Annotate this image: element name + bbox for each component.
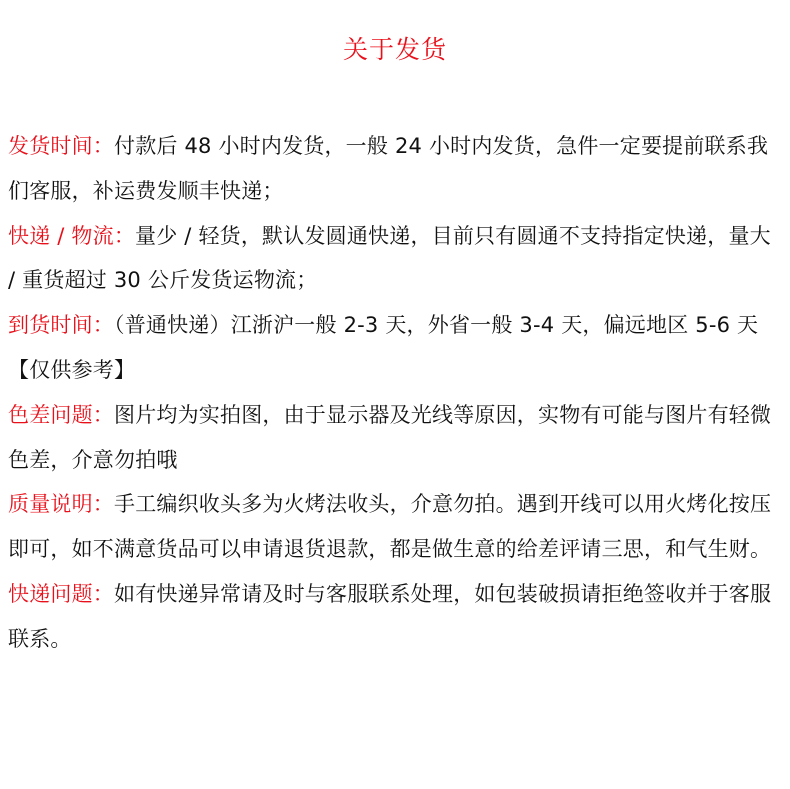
section-text: 手工编织收头多为火烤法收头，介意勿拍。遇到开线可以用火烤化按压即可，如不满意货品可以申请退货退款，都是做生意的给差评请三思，和气生财。 [8, 492, 772, 562]
section-arrival-time [8, 303, 784, 393]
section-text: 图片均为实拍图，由于显示器及光线等原因，实物有可能与图片有轻微色差，介意勿拍哦 [8, 402, 772, 472]
section-label: 快递问题： [8, 581, 114, 606]
shipping-info-body [8, 124, 784, 662]
section-text: 量少 / 轻货，默认发圆通快递，目前只有圆通不支持指定快递，量大 / 重货超过 30 公斤发货运物流； [8, 223, 771, 293]
section-text: 如有快递异常请及时与客服联系处理，如包装破损请拒绝签收并于客服联系。 [8, 581, 772, 651]
section-label: 色差问题： [8, 402, 114, 427]
section-label: 到货时间： [8, 313, 114, 338]
section-shipping-time [8, 124, 784, 214]
section-courier-logistics [8, 214, 784, 304]
section-label: 质量说明： [8, 492, 114, 517]
section-quality-note [8, 482, 784, 572]
section-courier-issues [8, 572, 784, 662]
section-label: 快递 / 物流： [8, 223, 136, 248]
section-text: 付款后 48 小时内发货，一般 24 小时内发货，急件一定要提前联系我们客服，补运费发顺丰快递； [8, 134, 769, 203]
section-label: 发货时间： [8, 134, 114, 158]
section-color-difference [8, 393, 784, 483]
page-title: 关于发货 [342, 35, 447, 64]
section-text: （普通快递）江浙沪一般 2-3 天，外省一般 3-4 天，偏远地区 5-6 天【仅供参考】 [8, 313, 759, 382]
